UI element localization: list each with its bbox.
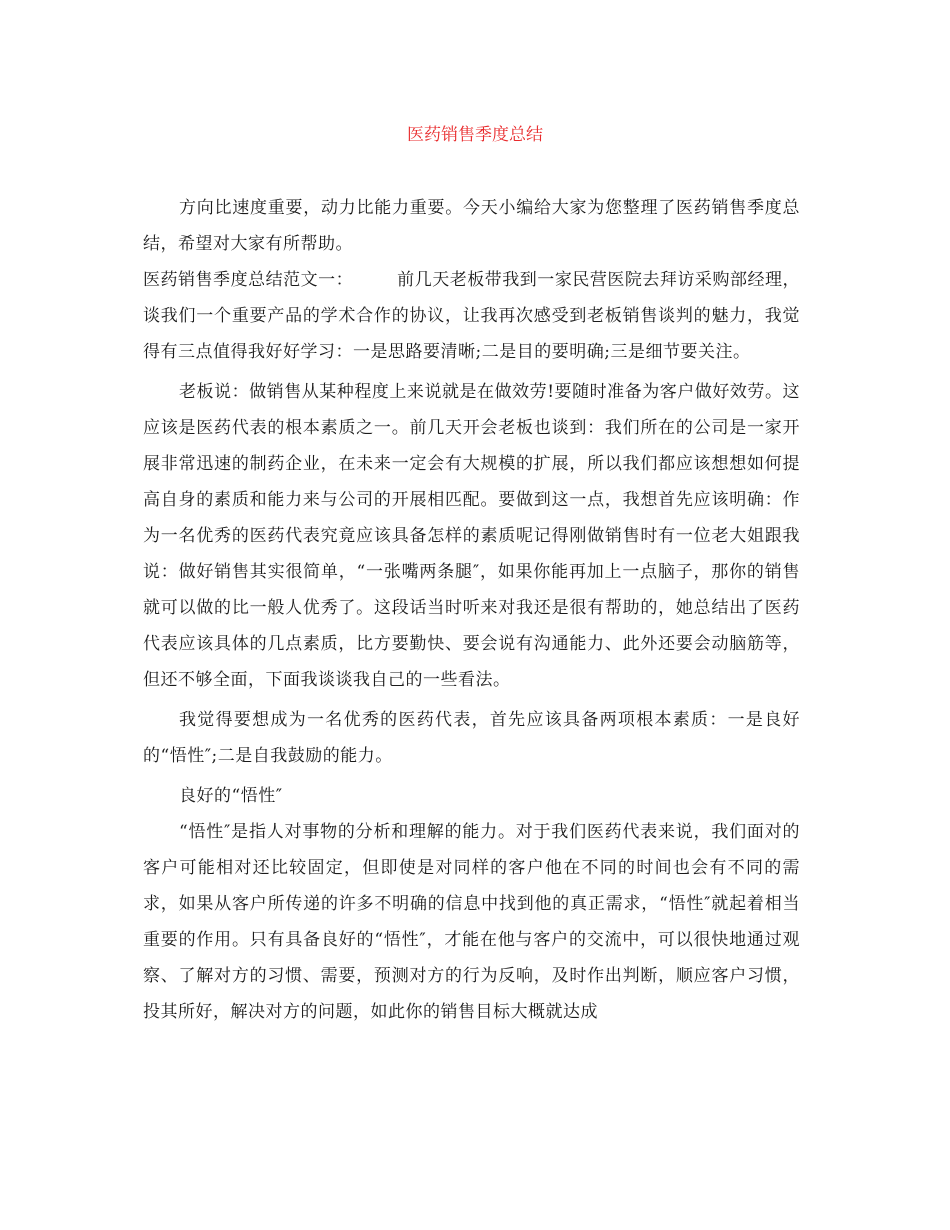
intro-paragraph: 方向比速度重要，动力比能力重要。今天小编给大家为您整理了医药销售季度总结，希望对大家有所帮助。	[143, 198, 800, 254]
sample-text: 前几天老板带我到一家民营医院去拜访采购部经理，谈我们一个重要产品的学术合作的协议，让我再次感受到老板销售谈判的魅力，我觉得有三点值得我好好学习：一是思路要清晰;二是目的要明确;三是细节要关注。	[143, 270, 800, 362]
document-title: 医药销售季度总结	[407, 125, 543, 145]
boss-paragraph: 老板说：做销售从某种程度上来说就是在做效劳!要随时准备为客户做好效劳。这应该是医药代表的根本素质之一。前几天开会老板也谈到：我们所在的公司是一家开展非常迅速的制药企业，在未来一定会有大规模的扩展，所以我们都应该想想如何提高自身的素质和能力来与公司的开展相匹配。要做到这一点，我想首先应该明确：作为一名优秀的医药代表究竟应该具备怎样的素质呢记得刚做销售时有一位老大姐跟我说：做好销售其实很简单，“一张嘴两条腿″，如果你能再加上一点脑子，那你的销售就可以做的比一般人优秀了。这段话当时听来对我还是很有帮助的，她总结出了医药代表应该具体的几点素质，比方要勤快、要会说有沟通能力、此外还要会动脑筋等，但还不够全面，下面我谈谈我自己的一些看法。	[143, 382, 800, 690]
subheading-wuxing: 良好的“悟性″	[179, 786, 283, 806]
qualities-paragraph: 我觉得要想成为一名优秀的医药代表，首先应该具备两项根本素质：一是良好的“悟性″;二是自我鼓励的能力。	[143, 710, 800, 766]
document-body	[143, 190, 800, 1030]
wuxing-paragraph: “悟性″是指人对事物的分析和理解的能力。对于我们医药代表来说，我们面对的客户可能相对还比较固定，但即使是对同样的客户他在不同的时间也会有不同的需求，如果从客户所传递的许多不明确的信息中找到他的真正需求，“悟性″就起着相当重要的作用。只有具备良好的“悟性″，才能在他与客户的交流中，可以很快地通过观察、了解对方的习惯、需要，预测对方的行为反响，及时作出判断，顺应客户习惯，投其所好，解决对方的问题，如此你的销售目标大概就达成	[143, 822, 800, 1022]
sample-paragraph	[143, 262, 800, 370]
sample-label: 医药销售季度总结范文一：	[143, 270, 354, 290]
